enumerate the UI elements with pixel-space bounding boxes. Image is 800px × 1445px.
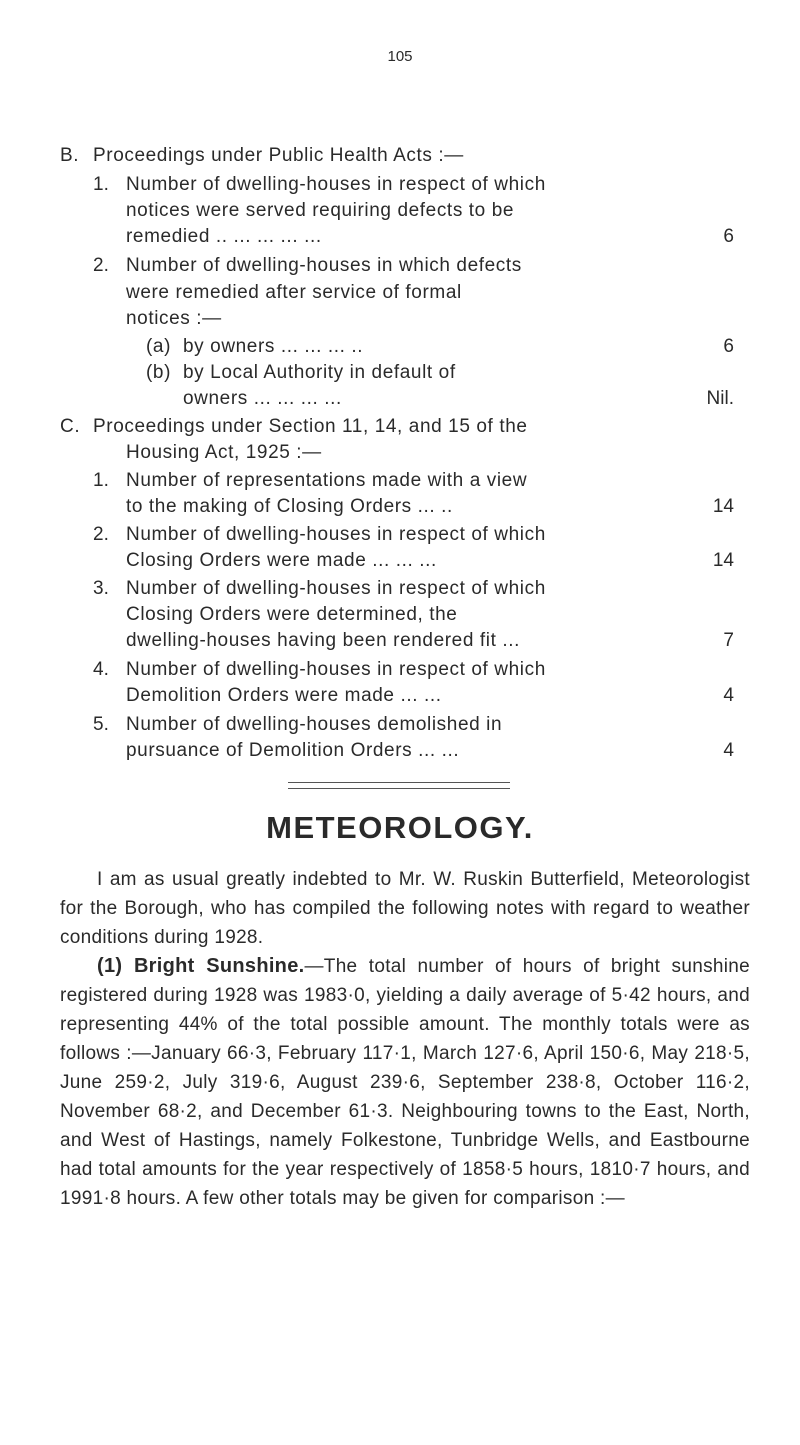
item-c2-line: Number of dwelling-houses in respect of which: [126, 524, 546, 545]
item-b2b-value: Nil.: [706, 388, 734, 409]
item-c4-line: Number of dwelling-houses in respect of which: [126, 659, 546, 680]
item-c5-line: pursuance of Demolition Orders ... ...: [126, 740, 460, 761]
item-b1-line: Number of dwelling-houses in respect of which: [126, 174, 546, 195]
item-c4-value: 4: [723, 685, 734, 706]
item-c3-line: Number of dwelling-houses in respect of which: [126, 578, 546, 599]
item-b1-number: 1.: [93, 174, 109, 195]
item-c4-number: 4.: [93, 659, 109, 680]
item-c2-value: 14: [712, 550, 734, 571]
item-b2b-line: by Local Authority in default of: [183, 362, 456, 383]
item-c3-value: 7: [723, 630, 734, 651]
sunshine-text: —The total number of hours of bright sunshine registered during 1928 was 1983·0, yielding a daily average of 5·42 hours, and representing 44% of the total possible amount. The monthly totals were as follows :—January 66·3, February 117·1, March 127·6, April 150·6, May 218·5, June 259·2, July 319·6, August 239·6, September 238·8, October 116·2, November 68·2, and December 61·3. Neighbouring towns to the East, North, and West of Hastings, namely Folkestone, Tunbridge Wells, and Eastbourne had total amounts for the year respectively of 1858·5 hours, 1810·7 hours, and 1991·8 hours. A few other totals may be given for comparison :—: [60, 956, 751, 1209]
sunshine-label: (1) Bright Sunshine.: [97, 955, 305, 977]
item-c5-value: 4: [723, 740, 734, 761]
sunshine-paragraph: [60, 952, 750, 1213]
section-c-title: Proceedings under Section 11, 14, and 15 of the: [93, 416, 528, 437]
section-divider: [288, 782, 510, 789]
item-c1-line: Number of representations made with a view: [126, 470, 528, 491]
item-c4-line: Demolition Orders were made ... ...: [126, 685, 442, 706]
item-c3-line: dwelling-houses having been rendered fit ...: [126, 630, 520, 651]
item-b2b-line: owners ... ... ... ...: [183, 388, 342, 409]
item-b2a-value: 6: [723, 336, 734, 357]
item-c1-number: 1.: [93, 470, 109, 491]
item-b2-number: 2.: [93, 255, 109, 276]
item-b1-value: 6: [723, 226, 734, 247]
section-c-label: C.: [60, 416, 81, 437]
section-b-title: Proceedings under Public Health Acts :—: [93, 145, 464, 166]
item-b2b-sub: (b): [146, 362, 172, 383]
intro-paragraph: I am as usual greatly indebted to Mr. W. Ruskin Butterfield, Meteorologist for the Borough, who has compiled the following notes with regard to weather conditions during 1928.: [60, 869, 750, 948]
item-c1-line: to the making of Closing Orders ... ..: [126, 496, 453, 517]
item-b2-line: Number of dwelling-houses in which defects: [126, 255, 522, 276]
item-b1-line: notices were served requiring defects to be: [126, 200, 515, 221]
item-b2-line: notices :—: [126, 308, 222, 329]
meteorology-body: [60, 865, 750, 1213]
section-c-title: Housing Act, 1925 :—: [126, 442, 322, 463]
item-c2-line: Closing Orders were made ... ... ...: [126, 550, 437, 571]
section-b-label: B.: [60, 145, 80, 166]
item-b2-line: were remedied after service of formal: [126, 282, 462, 303]
item-b1-line: remedied .. ... ... ... ...: [126, 226, 322, 247]
page-number: 105: [387, 48, 413, 65]
meteorology-heading: METEOROLOGY.: [266, 810, 534, 845]
item-c5-line: Number of dwelling-houses demolished in: [126, 714, 503, 735]
item-c1-value: 14: [712, 496, 734, 517]
item-c3-number: 3.: [93, 578, 109, 599]
item-b2a-line: by owners ... ... ... ..: [183, 336, 364, 357]
item-b2a-sub: (a): [146, 336, 172, 357]
item-c3-line: Closing Orders were determined, the: [126, 604, 458, 625]
item-c2-number: 2.: [93, 524, 109, 545]
item-c5-number: 5.: [93, 714, 109, 735]
